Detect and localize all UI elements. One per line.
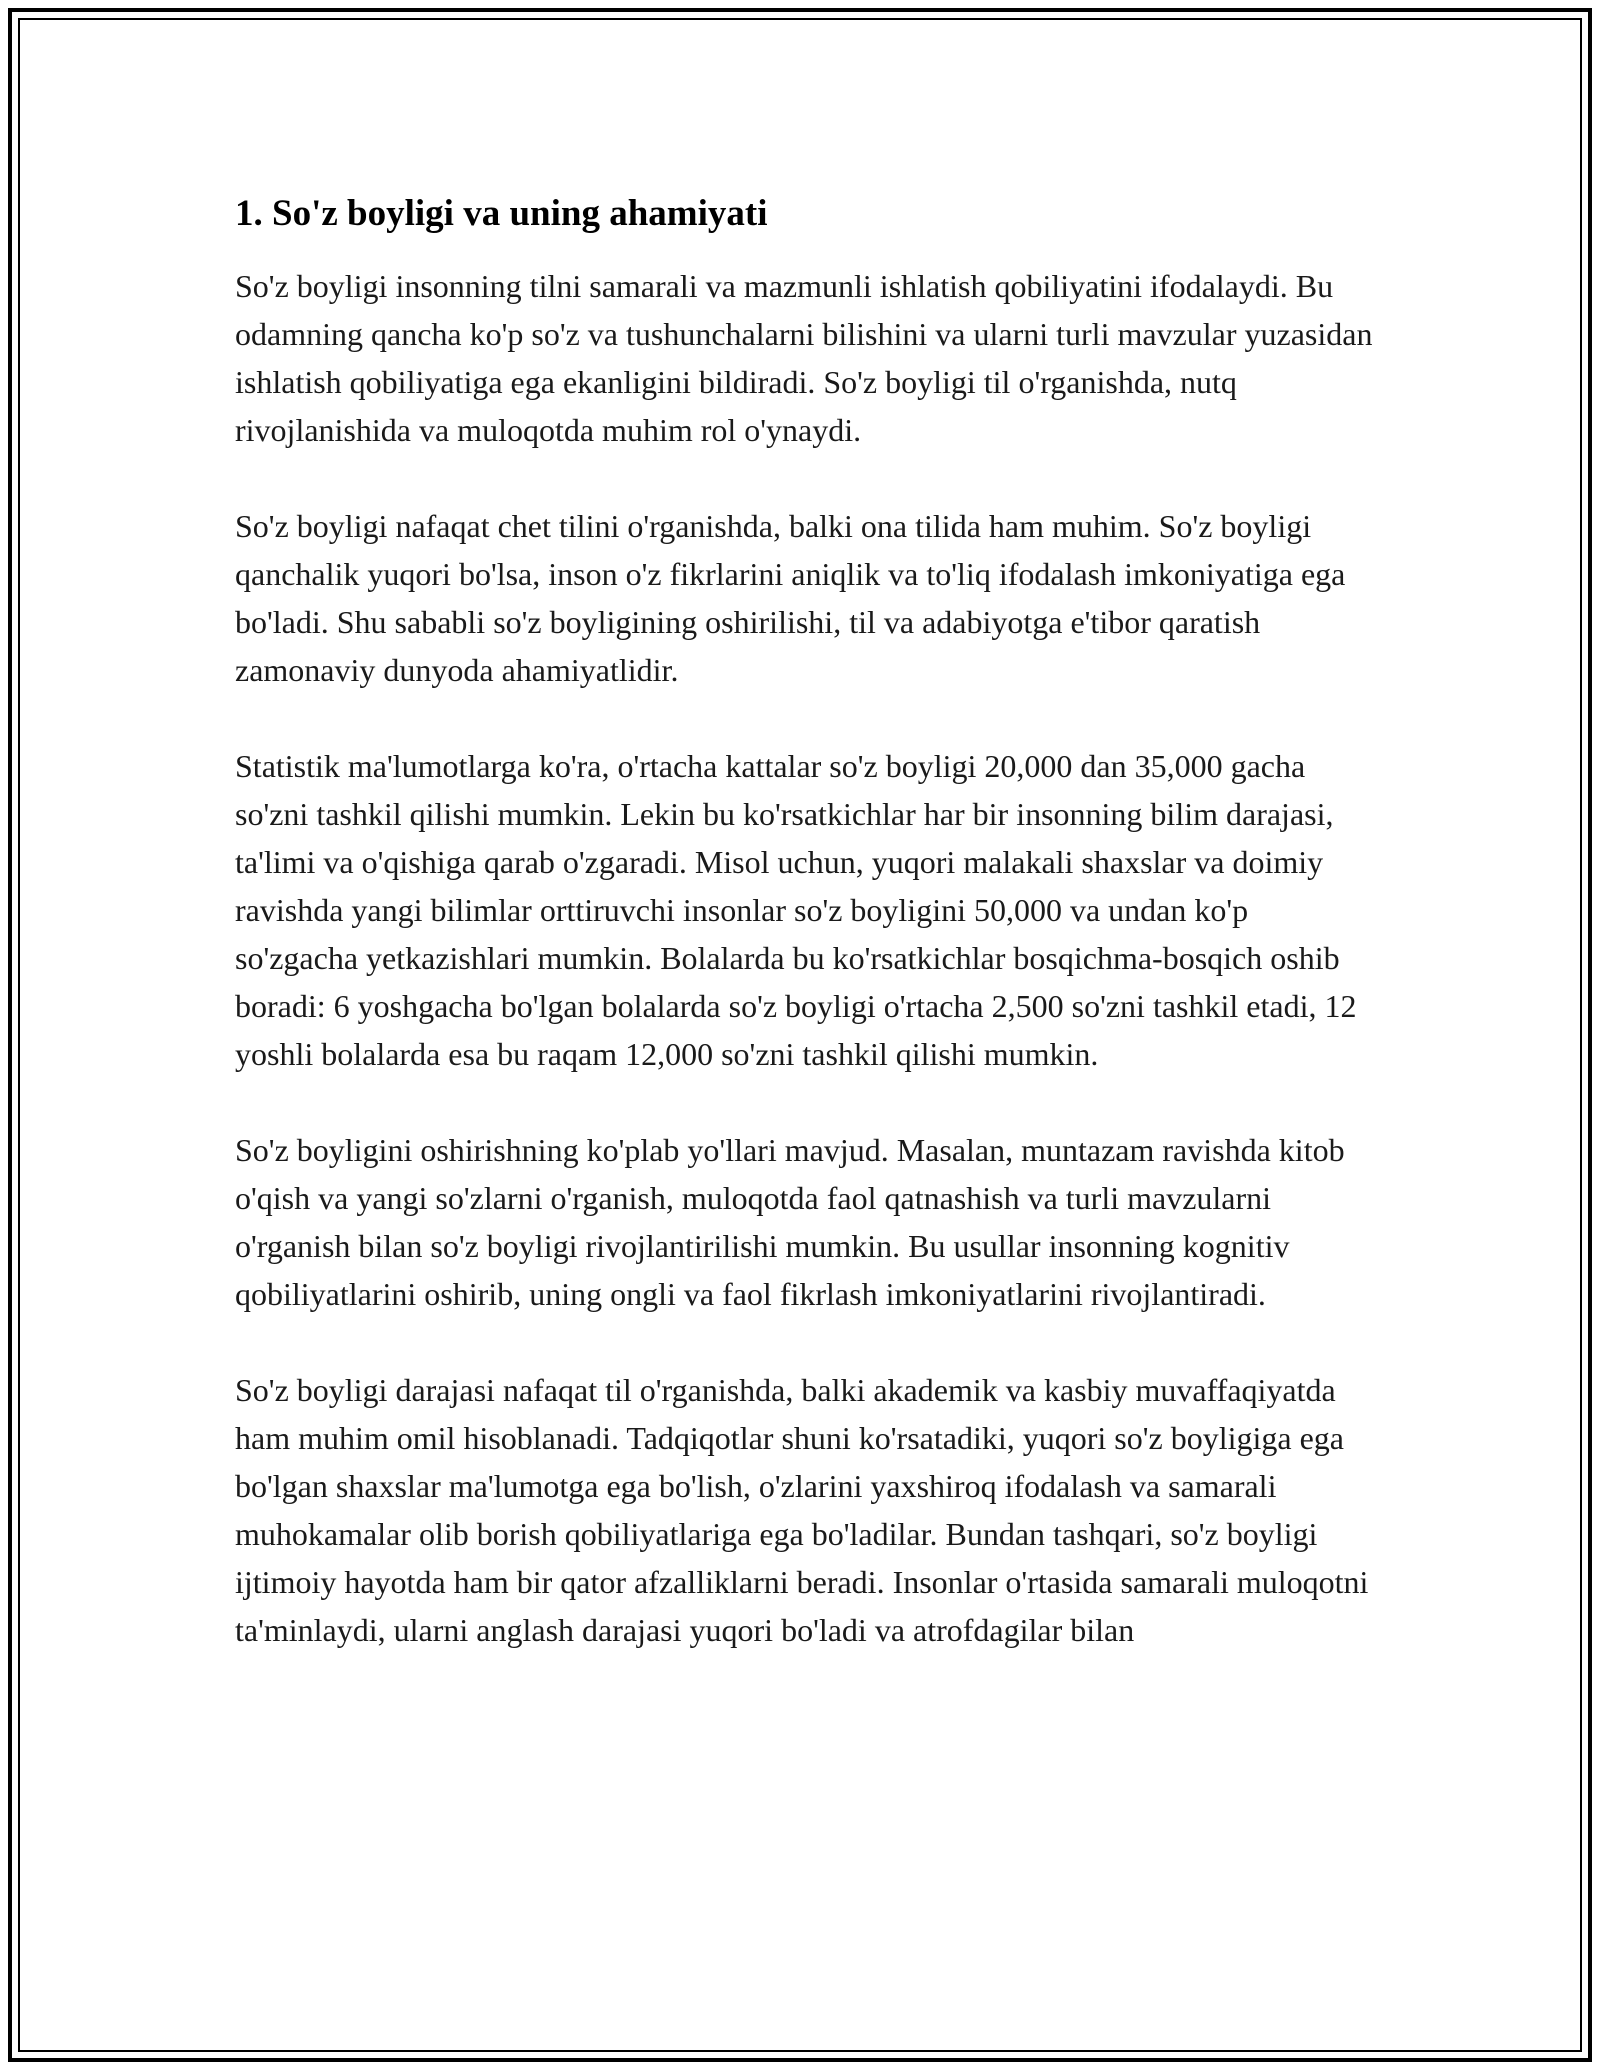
paragraph-2: So'z boyligi nafaqat chet tilini o'rganishda, balki ona tilida ham muhim. So'z boyligi qanchalik yuqori bo'lsa, inson o'z fikrlarini aniqlik va to'liq ifodalash imkoniyatiga ega bo'ladi. Shu sababli so'z boyligining oshirilishi, til va adabiyotga e'tibor qaratish zamonaviy dunyoda ahamiyatlidir. (235, 508, 1346, 688)
section-heading: 1. So'z boyligi va uning ahamiyati (235, 193, 768, 234)
paragraph-4: So'z boyligini oshirishning ko'plab yo'llari mavjud. Masalan, muntazam ravishda kitob o'qish va yangi so'zlarni o'rganish, muloqotda faol qatnashish va turli mavzularni o'rganish bilan so'z boyligi rivojlantirilishi mumkin. Bu usullar insonning kognitiv qobiliyatlarini oshirib, uning ongli va faol fikrlash imkoniyatlarini rivojlantiradi. (235, 1132, 1345, 1312)
document-body (235, 180, 1375, 1654)
paragraph-3: Statistik ma'lumotlarga ko'ra, o'rtacha kattalar so'z boyligi 20,000 dan 35,000 gacha so'zni tashkil qilishi mumkin. Lekin bu ko'rsatkichlar har bir insonning bilim darajasi, ta'limi va o'qishiga qarab o'zgaradi. Misol uchun, yuqori malakali shaxslar va doimiy ravishda yangi bilimlar orttiruvchi insonlar so'z boyligini 50,000 va undan ko'p so'zgacha yetkazishlari mumkin. Bolalarda bu ko'rsatkichlar bosqichma-bosqich oshib boradi: 6 yoshgacha bo'lgan bolalarda so'z boyligi o'rtacha 2,500 so'zni tashkil etadi, 12 yoshli bolalarda esa bu raqam 12,000 so'zni tashkil qilishi mumkin. (235, 748, 1357, 1072)
paragraph-5: So'z boyligi darajasi nafaqat til o'rganishda, balki akademik va kasbiy muvaffaqiyatda ham muhim omil hisoblanadi. Tadqiqotlar shuni ko'rsatadiki, yuqori so'z boyligiga ega bo'lgan shaxslar ma'lumotga ega bo'lish, o'zlarini yaxshiroq ifodalash va samarali muhokamalar olib borish qobiliyatlariga ega bo'ladilar. Bundan tashqari, so'z boyligi ijtimoiy hayotda ham bir qator afzalliklarni beradi. Insonlar o'rtasida samarali muloqotni ta'minlaydi, ularni anglash darajasi yuqori bo'ladi va atrofdagilar bilan (235, 1372, 1369, 1648)
paragraph-1: So'z boyligi insonning tilni samarali va mazmunli ishlatish qobiliyatini ifodalaydi. Bu odamning qancha ko'p so'z va tushunchalarni bilishini va ularni turli mavzular yuzasidan ishlatish qobiliyatiga ega ekanligini bildiradi. So'z boyligi til o'rganishda, nutq rivojlanishida va muloqotda muhim rol o'ynaydi. (235, 268, 1373, 448)
